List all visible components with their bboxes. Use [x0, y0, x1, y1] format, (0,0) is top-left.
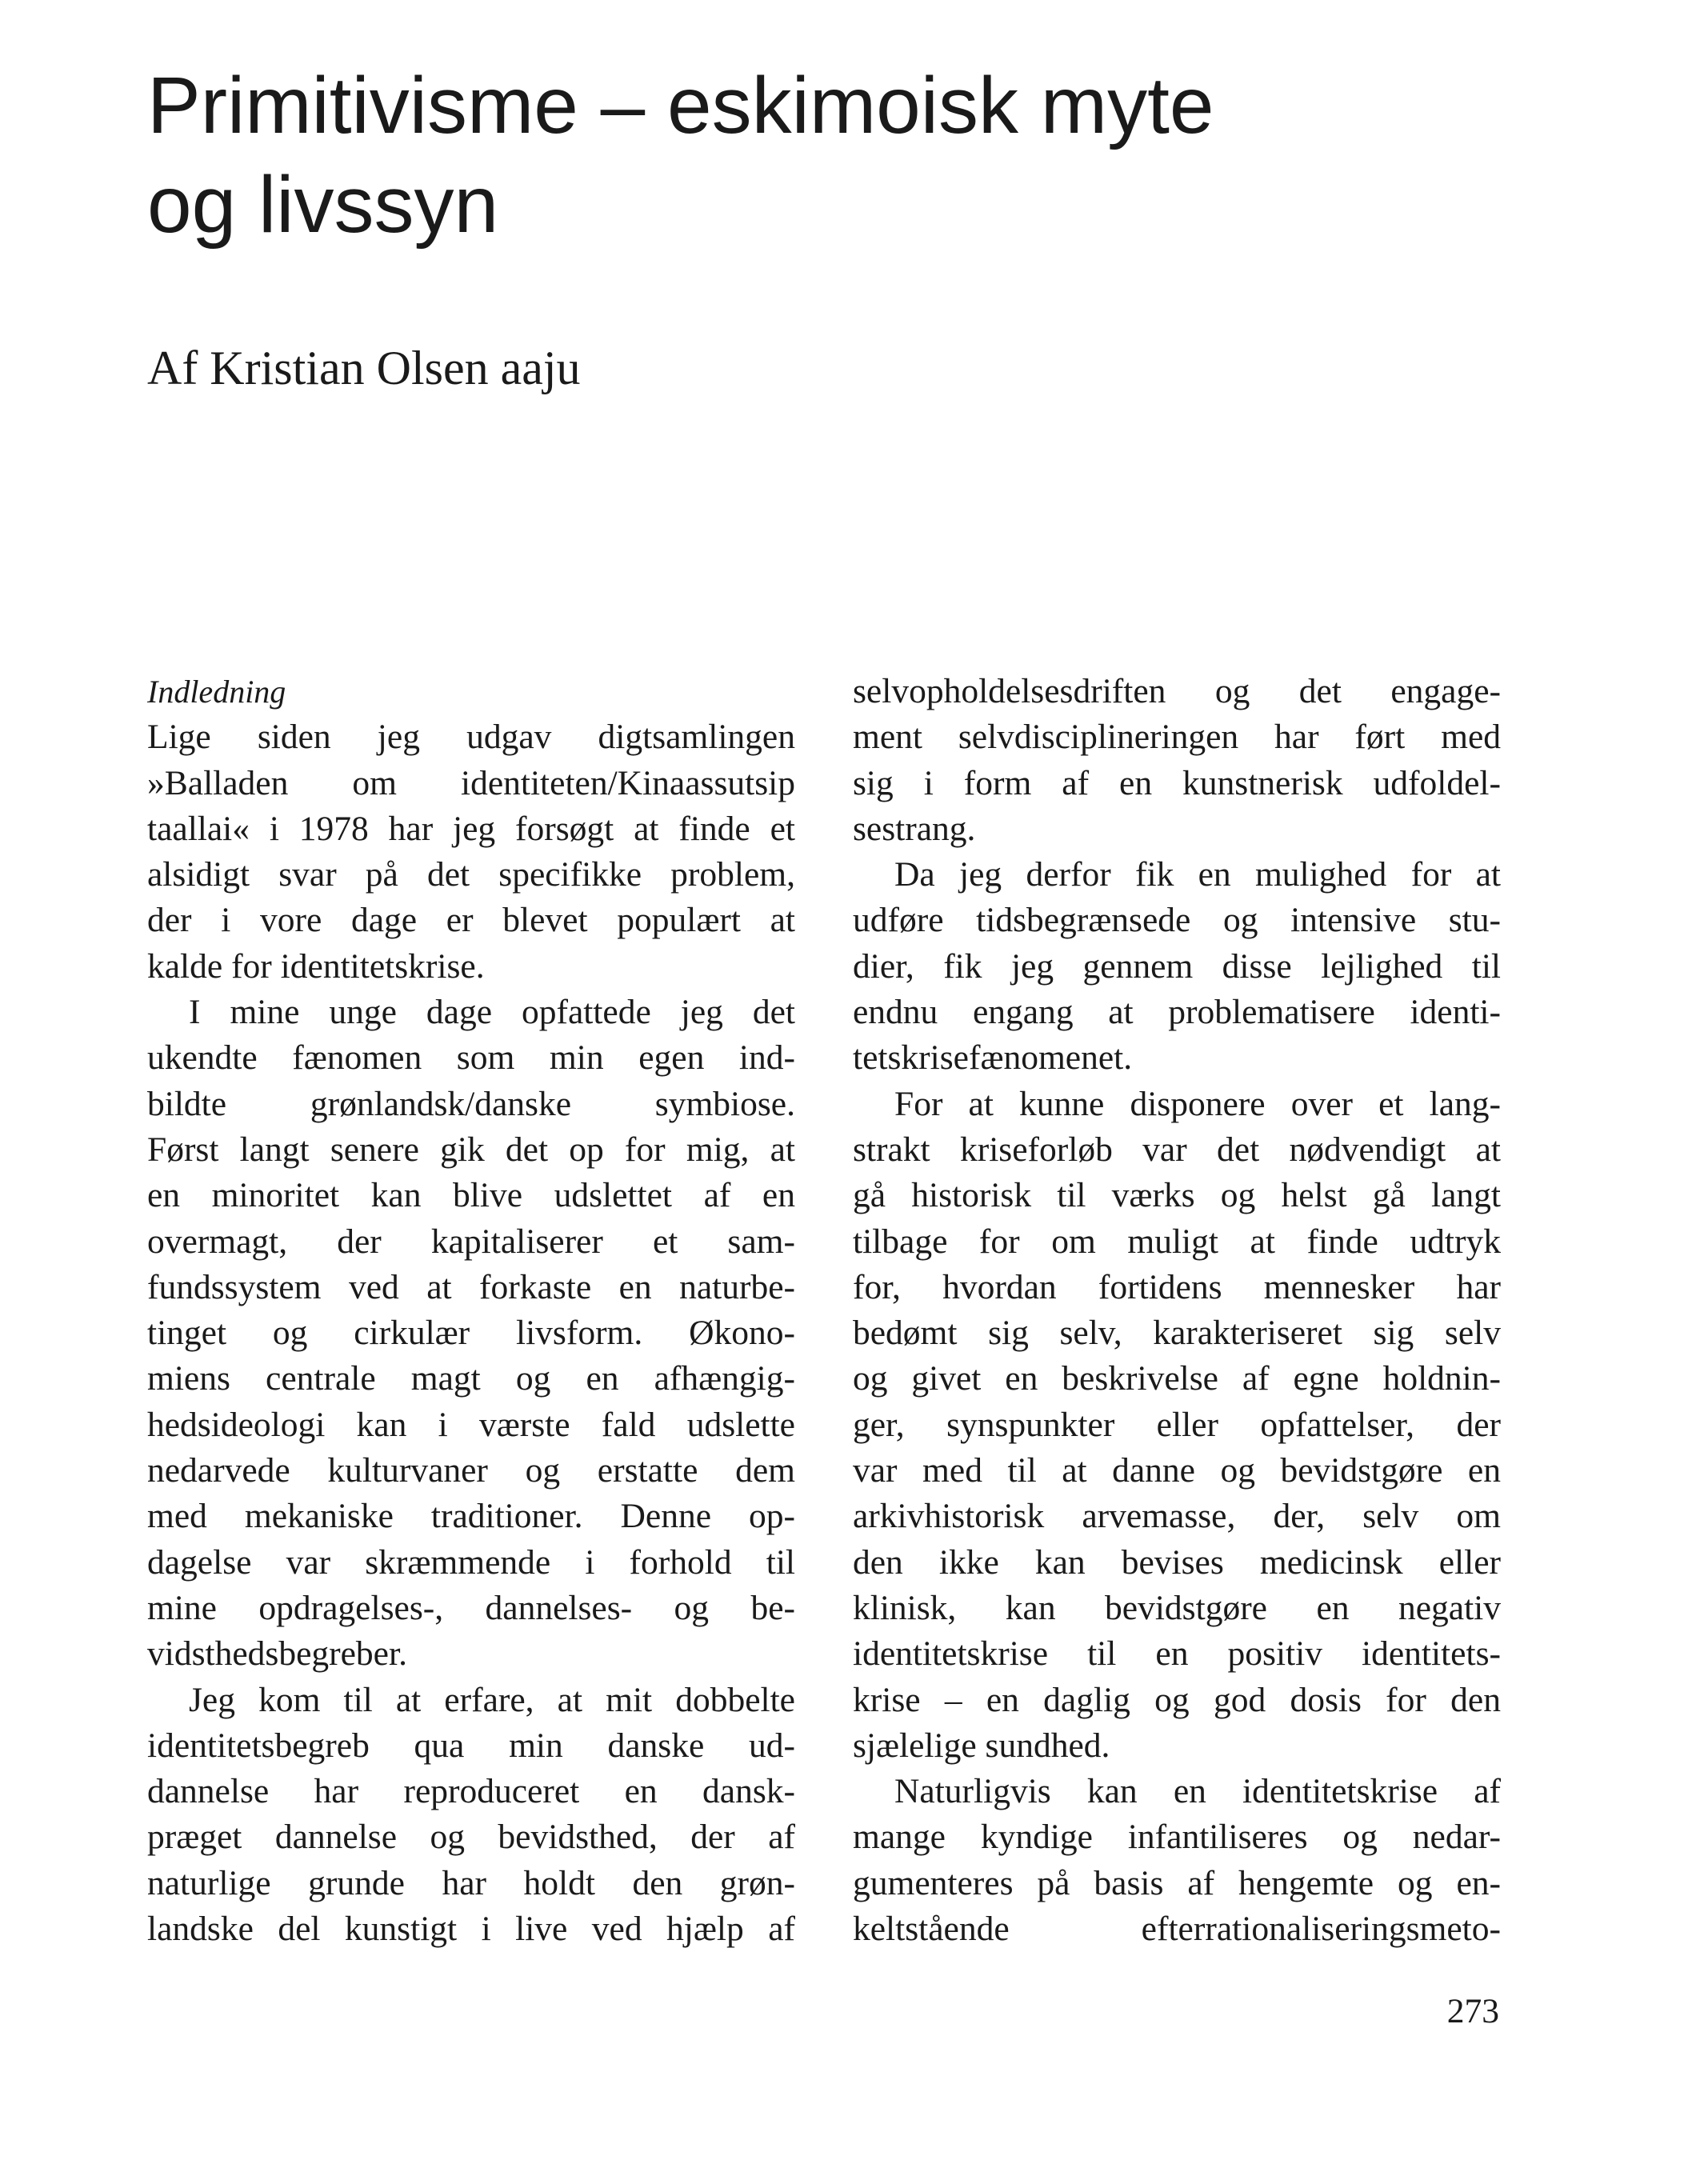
text-line: ukendte fænomen som min egen ind-	[147, 1038, 795, 1078]
text-line: var med til at danne og bevidstgøre en	[853, 1451, 1501, 1490]
text-line: sestrang.	[853, 809, 976, 848]
text-line: klinisk, kan bevidstgøre en negativ	[853, 1588, 1501, 1627]
text-column-right	[853, 669, 1501, 1952]
text-line: tetskrisefænomenet.	[853, 1038, 1133, 1078]
text-line: krise – en daglig og god dosis for den	[853, 1680, 1501, 1719]
text-line: nedarvede kulturvaner og erstatte dem	[147, 1451, 795, 1490]
text-line: mange kyndige infantiliseres og nedar-	[853, 1818, 1501, 1857]
text-line: Lige siden jeg udgav digtsamlingen	[147, 718, 795, 757]
text-line: identitetsbegreb qua min danske ud-	[147, 1726, 795, 1765]
text-line: en minoritet kan blive udslettet af en	[147, 1176, 795, 1215]
text-line: sjælelige sundhed.	[853, 1726, 1110, 1765]
text-line: For at kunne disponere over et lang-	[894, 1084, 1501, 1123]
text-line: identitetskrise til en positiv identitets-	[853, 1634, 1501, 1674]
text-line: naturlige grunde har holdt den grøn-	[147, 1863, 795, 1902]
author-byline: Af Kristian Olsen aaju	[147, 342, 581, 394]
title-line: Primitivisme – eskimoisk myte	[147, 61, 1214, 150]
text-line: miens centrale magt og en afhængig-	[147, 1359, 795, 1398]
text-line: dagelse var skræmmende i forhold til	[147, 1542, 795, 1582]
text-line: vidsthedsbegreber.	[147, 1634, 407, 1674]
text-line: overmagt, der kapitaliserer et sam-	[147, 1222, 795, 1261]
text-line: landske del kunstigt i live ved hjælp af	[147, 1910, 795, 1949]
article-title	[147, 56, 1587, 254]
text-line: Jeg kom til at erfare, at mit dobbelte	[189, 1680, 795, 1719]
text-line: udføre tidsbegrænsede og intensive stu-	[853, 901, 1501, 940]
text-line: Først langt senere gik det op for mig, at	[147, 1130, 795, 1169]
text-column-left	[147, 669, 795, 1952]
text-line: med mekaniske traditioner. Denne op-	[147, 1497, 795, 1536]
title-line: og livssyn	[147, 160, 499, 250]
text-line: bildte grønlandsk/danske symbiose.	[147, 1084, 795, 1123]
text-line: Naturligvis kan en identitetskrise af	[894, 1772, 1501, 1811]
text-line: den ikke kan bevises medicinsk eller	[853, 1542, 1501, 1582]
section-heading: Indledning	[147, 674, 286, 710]
text-line: keltstående efterrationaliseringsmeto-	[853, 1910, 1501, 1949]
text-line: I mine unge dage opfattede jeg det	[189, 993, 795, 1032]
text-line: sig i form af en kunstnerisk udfoldel-	[853, 763, 1501, 802]
text-line: selvopholdelsesdriften og det engage-	[853, 672, 1501, 710]
text-line: tilbage for om muligt at finde udtryk	[853, 1222, 1501, 1261]
text-line: dier, fik jeg gennem disse lejlighed til	[853, 946, 1501, 986]
text-line: arkivhistorisk arvemasse, der, selv om	[853, 1497, 1501, 1536]
text-line: strakt kriseforløb var det nødvendigt at	[853, 1130, 1501, 1169]
text-line: der i vore dage er blevet populært at	[147, 901, 795, 940]
text-line: fundssystem ved at forkaste en naturbe-	[147, 1267, 795, 1306]
text-line: og givet en beskrivelse af egne holdnin-	[853, 1359, 1501, 1398]
text-line: for, hvordan fortidens mennesker har	[853, 1267, 1501, 1306]
text-line: gå historisk til værks og helst gå langt	[853, 1176, 1501, 1215]
text-line: hedsideologi kan i værste fald udslette	[147, 1405, 795, 1444]
text-line: taallai« i 1978 har jeg forsøgt at finde et	[147, 809, 795, 848]
text-line: Da jeg derfor fik en mulighed for at	[894, 855, 1501, 894]
text-line: alsidigt svar på det specifikke problem,	[147, 855, 795, 894]
text-line: ger, synspunkter eller opfattelser, der	[853, 1405, 1501, 1444]
text-line: tinget og cirkulær livsform. Økono-	[147, 1314, 795, 1353]
text-line: bedømt sig selv, karakteriseret sig selv	[853, 1314, 1501, 1353]
text-line: endnu engang at problematisere identi-	[853, 993, 1501, 1032]
text-line: præget dannelse og bevidsthed, der af	[147, 1818, 795, 1857]
text-line: mine opdragelses-, dannelses- og be-	[147, 1588, 795, 1627]
text-line: ment selvdisciplineringen har ført med	[853, 718, 1501, 757]
page-number: 273	[1446, 1992, 1499, 2030]
text-line: »Balladen om identiteten/Kinaassutsip	[147, 763, 795, 802]
text-line: kalde for identitetskrise.	[147, 946, 485, 986]
text-line: gumenteres på basis af hengemte og en-	[853, 1863, 1501, 1902]
text-line: dannelse har reproduceret en dansk-	[147, 1772, 795, 1811]
